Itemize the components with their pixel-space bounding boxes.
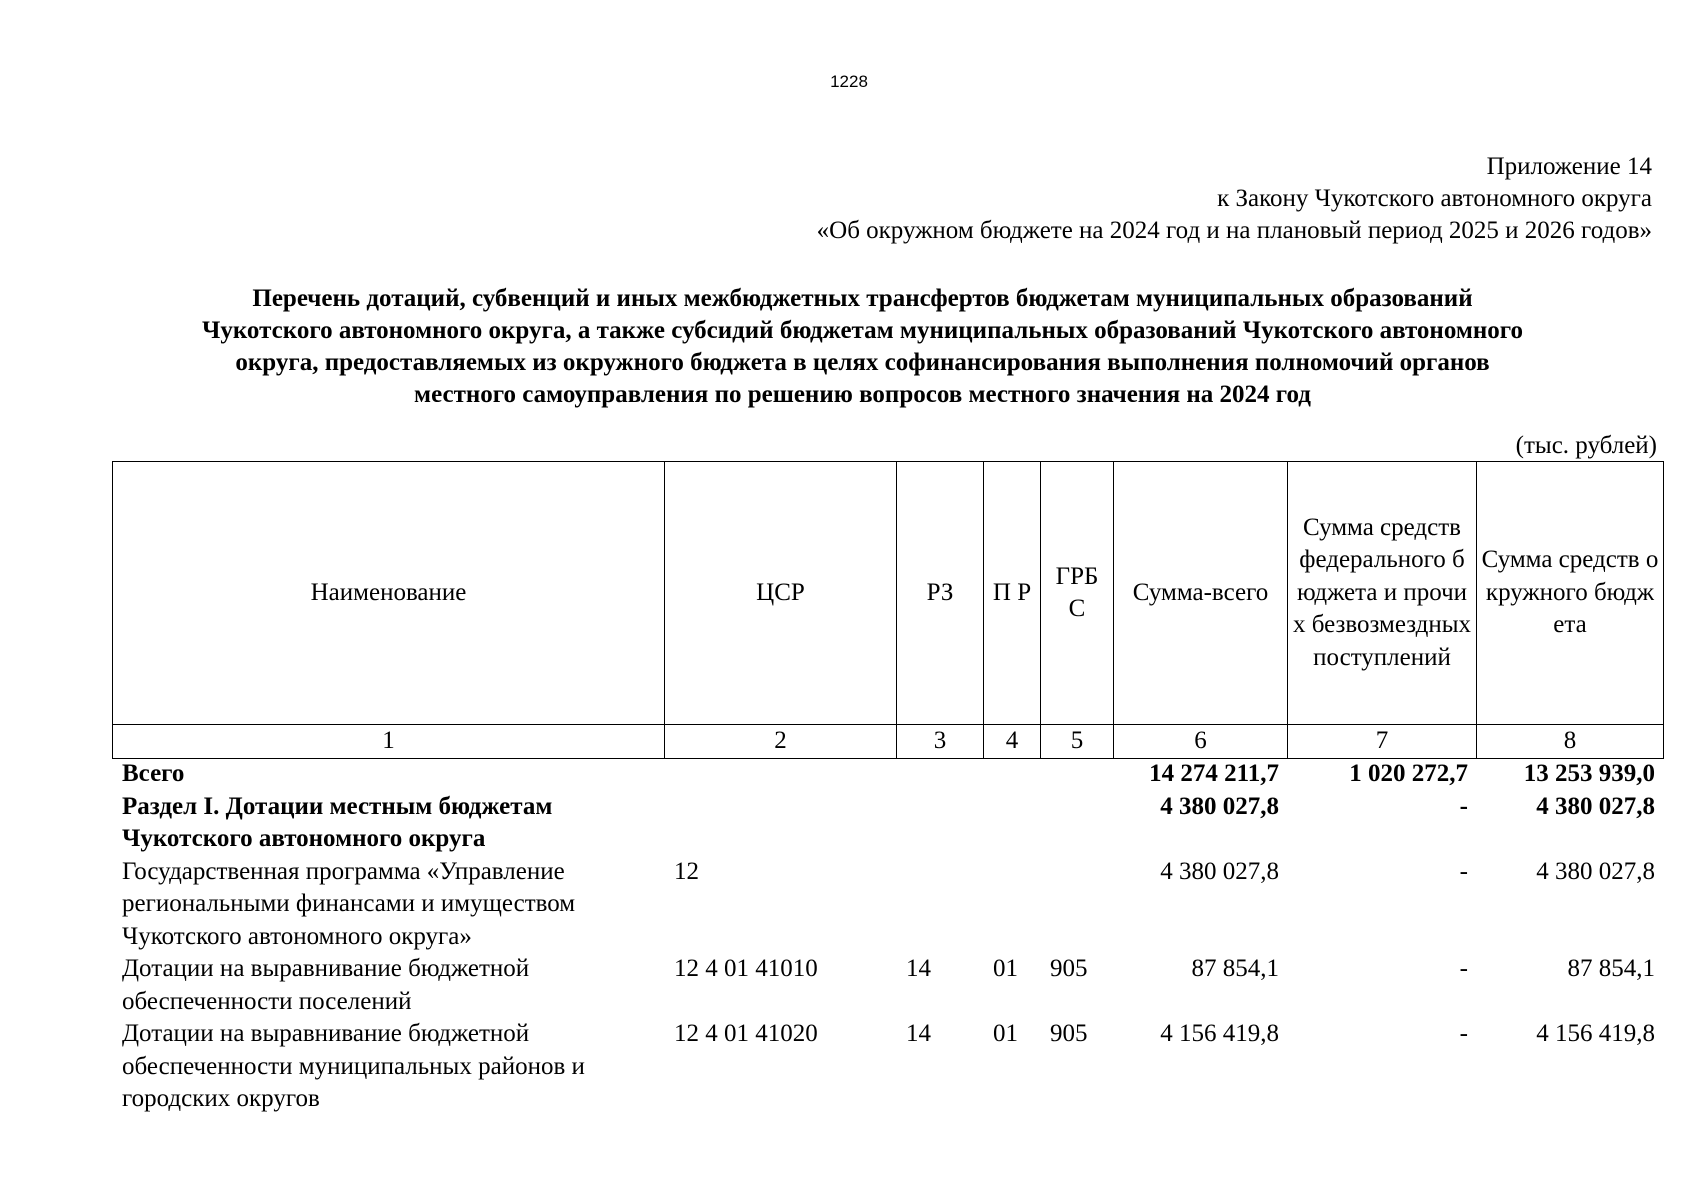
row-total: 4 380 027,8 xyxy=(1160,792,1279,820)
row-federal: - xyxy=(1459,1020,1468,1047)
row-grbs xyxy=(1040,856,1113,954)
header-sum-total: Сумма-всего xyxy=(1114,462,1288,725)
table-row xyxy=(112,1018,1663,1116)
table-row xyxy=(112,758,1663,791)
row-regional: 4 380 027,8 xyxy=(1536,792,1655,820)
title-line-2: Чукотского автономного округа, а также субсидий бюджетам муниципальных образований Чукотского автономного xyxy=(201,317,1524,344)
appendix-line-1: Приложение 14 xyxy=(1486,153,1652,180)
header-sum-regional: Сумма средств окружного бюджета xyxy=(1477,462,1664,725)
row-regional: 13 253 939,0 xyxy=(1523,760,1655,787)
row-rz xyxy=(896,856,983,954)
header-pr: П Р xyxy=(984,462,1041,725)
row-total: 4 380 027,8 xyxy=(1160,857,1279,885)
column-number: 6 xyxy=(1114,725,1288,759)
row-rz xyxy=(896,791,983,856)
title-line-4: местного самоуправления по решению вопросов местного значения на 2024 год xyxy=(414,381,1311,408)
title-line-1: Перечень дотаций, субвенций и иных межбюджетных трансфертов бюджетам муниципальных образований xyxy=(252,285,1473,312)
row-name: Дотации на выравнивание бюджетной обеспеченности поселений xyxy=(122,955,530,1015)
table-row xyxy=(112,856,1663,954)
row-grbs: 905 xyxy=(1050,955,1088,982)
row-federal: - xyxy=(1459,857,1468,885)
row-regional: 87 854,1 xyxy=(1567,955,1655,982)
table-row xyxy=(112,953,1663,1018)
row-pr xyxy=(983,856,1040,954)
row-csr xyxy=(664,758,896,791)
header-name: Наименование xyxy=(113,462,665,725)
column-number: 8 xyxy=(1477,725,1664,759)
row-grbs: 905 xyxy=(1050,1020,1088,1047)
column-number: 3 xyxy=(897,725,984,759)
row-csr: 12 xyxy=(674,857,699,885)
row-csr: 12 4 01 41010 xyxy=(674,955,818,982)
row-regional: 4 380 027,8 xyxy=(1536,857,1655,885)
row-total: 14 274 211,7 xyxy=(1149,760,1279,787)
row-pr: 01 xyxy=(993,955,1018,982)
row-federal: - xyxy=(1459,792,1468,820)
appendix-block xyxy=(452,151,1652,247)
units-label: (тыс. рублей) xyxy=(1515,432,1657,459)
row-grbs xyxy=(1040,758,1113,791)
table-header xyxy=(112,461,1664,759)
row-federal: - xyxy=(1459,955,1468,982)
row-regional: 4 156 419,8 xyxy=(1536,1020,1655,1047)
row-csr: 12 4 01 41020 xyxy=(674,1020,818,1047)
row-grbs xyxy=(1040,791,1113,856)
column-number: 5 xyxy=(1041,725,1114,759)
table-body xyxy=(112,758,1663,1116)
header-rz: РЗ xyxy=(897,462,984,725)
row-name: Государственная программа «Управление региональными финансами и имуществом Чукотского автономного округа» xyxy=(122,857,576,950)
header-sum-federal: Сумма средств федерального бюджета и прочих безвозмездных поступлений xyxy=(1288,462,1477,725)
row-pr: 01 xyxy=(993,1020,1018,1047)
column-number: 4 xyxy=(984,725,1041,759)
row-rz: 14 xyxy=(906,1020,931,1047)
page-number: 1228 xyxy=(830,72,868,91)
header-csr: ЦСР xyxy=(665,462,897,725)
row-total: 87 854,1 xyxy=(1191,955,1279,982)
row-total: 4 156 419,8 xyxy=(1160,1020,1279,1047)
header-grbs: ГРБ С xyxy=(1041,462,1114,725)
row-name: Всего xyxy=(122,760,185,787)
row-federal: 1 020 272,7 xyxy=(1349,760,1468,787)
row-name: Раздел I. Дотации местным бюджетам Чукотского автономного округа xyxy=(122,792,553,852)
column-number: 7 xyxy=(1288,725,1477,759)
row-pr xyxy=(983,758,1040,791)
row-rz: 14 xyxy=(906,955,931,982)
row-name: Дотации на выравнивание бюджетной обеспеченности муниципальных районов и городских округов xyxy=(122,1020,585,1112)
column-number: 1 xyxy=(113,725,665,759)
column-number: 2 xyxy=(665,725,897,759)
row-pr xyxy=(983,791,1040,856)
row-csr xyxy=(664,791,896,856)
appendix-line-3: «Об окружном бюджете на 2024 год и на плановый период 2025 и 2026 годов» xyxy=(816,217,1652,244)
row-rz xyxy=(896,758,983,791)
appendix-line-2: к Закону Чукотского автономного округа xyxy=(1217,185,1652,212)
document-title xyxy=(100,283,1625,411)
table-row xyxy=(112,791,1663,856)
title-line-3: округа, предоставляемых из окружного бюджета в целях софинансирования выполнения полномочий органов xyxy=(235,349,1490,376)
